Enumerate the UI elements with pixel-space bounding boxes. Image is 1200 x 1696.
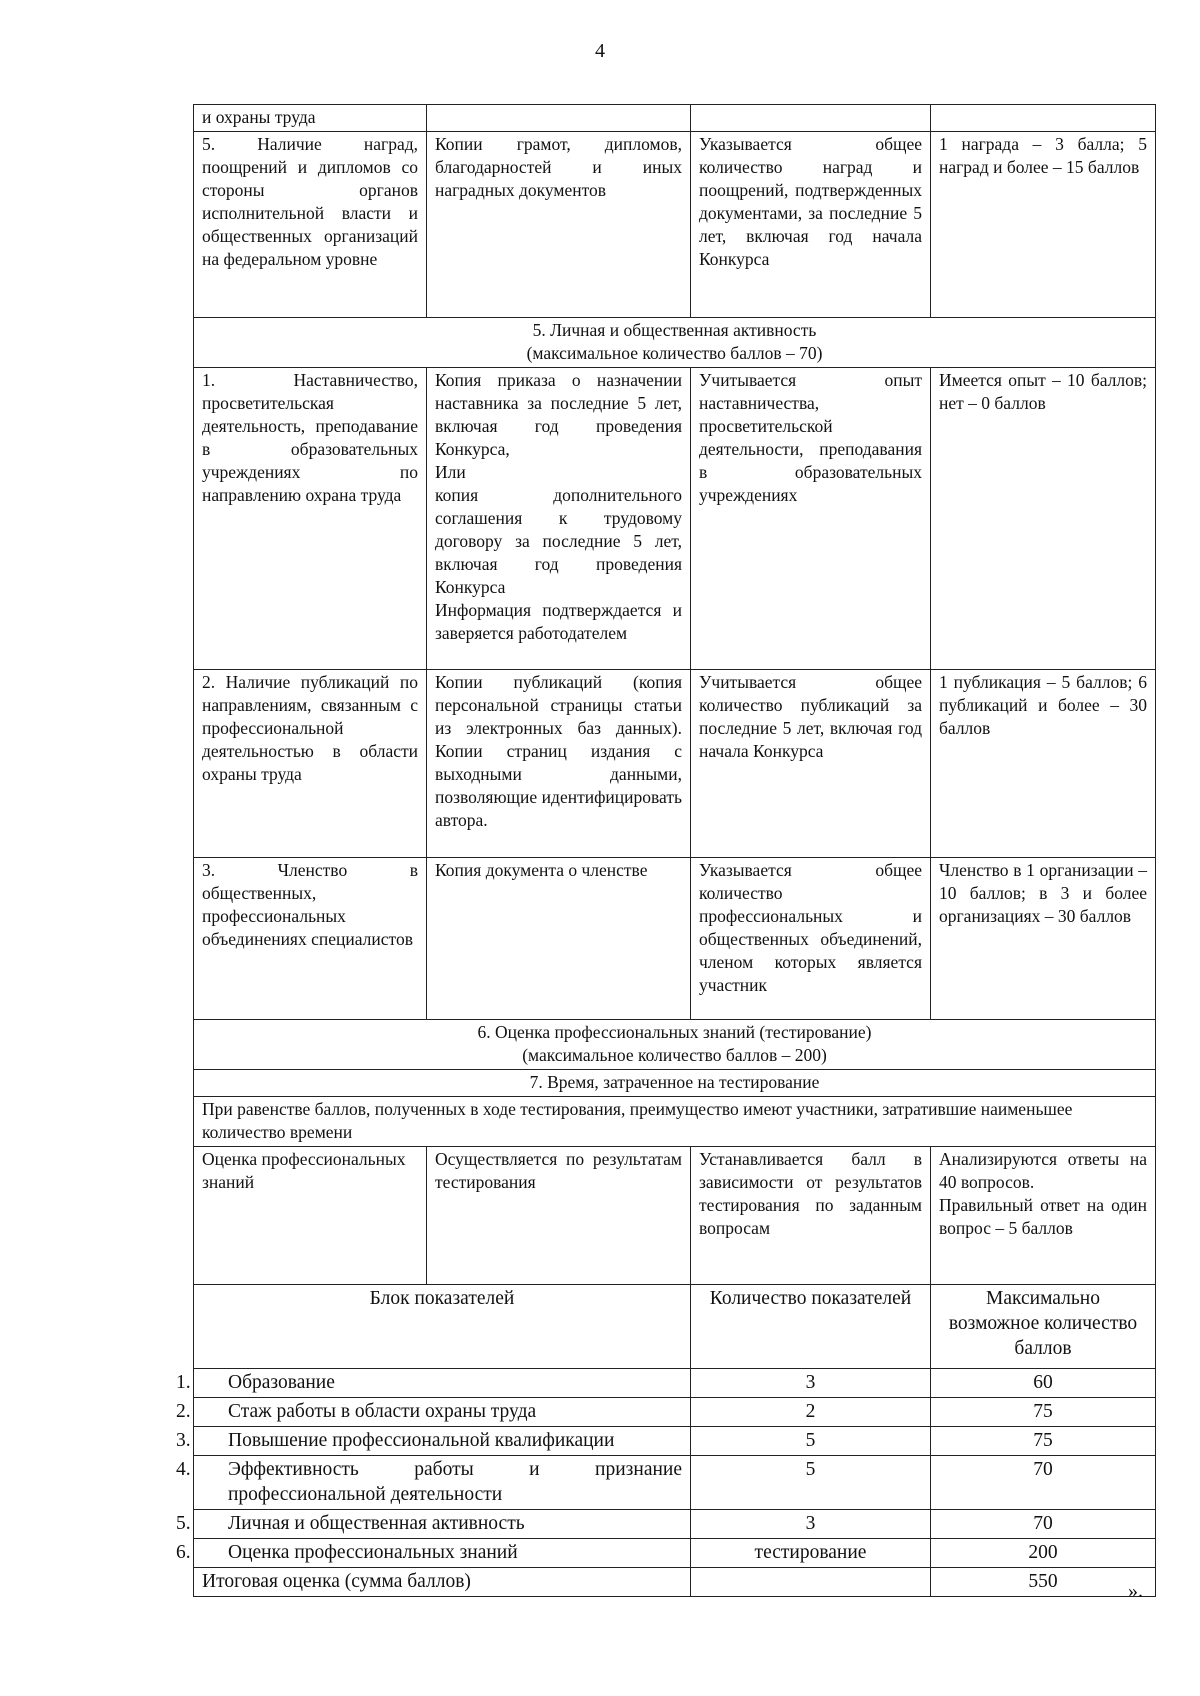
section-header-row — [194, 1020, 1156, 1070]
summary-count: 5 — [691, 1427, 931, 1456]
section-subtitle: (максимальное количество баллов – 70) — [526, 343, 823, 363]
method-cell: Учитывается общее количество публикаций за последние 5 лет, включая год начала Конкурса — [691, 670, 931, 858]
summary-row — [194, 1398, 1156, 1427]
summary-num: 2. — [176, 1401, 191, 1422]
summary-label-cell — [176, 1510, 691, 1539]
method-cell: Указывается общее количество профессиональных и общественных объединений, членом которых является участник — [691, 858, 931, 1020]
empty-cell — [691, 105, 931, 132]
criteria-table — [176, 104, 1156, 1597]
section-title: 7. Время, затраченное на тестирование — [194, 1070, 1156, 1097]
documents-text: копия дополнительного соглашения к трудовому договору за последние 5 лет, включая год проведения Конкурса — [435, 485, 682, 597]
empty-cell — [427, 105, 691, 132]
documents-cell — [427, 368, 691, 670]
method-cell: Указывается общее количество наград и поощрений, подтвержденных документами, за последние 5 лет, включая год начала Конкурса — [691, 132, 931, 318]
summary-count: тестирование — [691, 1539, 931, 1568]
scoring-cell: 1 публикация – 5 баллов; 6 публикаций и более – 30 баллов — [931, 670, 1156, 858]
rule-row — [194, 1097, 1156, 1147]
summary-label: Повышение профессиональной квалификации — [228, 1430, 615, 1451]
continuation-row — [194, 105, 1156, 132]
section-header-cell — [194, 318, 1156, 368]
section-header-cell — [194, 1020, 1156, 1070]
documents-note: Информация подтверждается и заверяется работодателем — [435, 600, 682, 643]
summary-total-row — [194, 1568, 1156, 1597]
summary-label-cell — [176, 1398, 691, 1427]
summary-label: Образование — [228, 1372, 335, 1393]
summary-label-cell — [176, 1427, 691, 1456]
scoring-text: Правильный ответ на один вопрос – 5 баллов — [939, 1195, 1147, 1238]
summary-header-row — [194, 1285, 1156, 1369]
summary-total-count — [691, 1568, 931, 1597]
summary-label: Стаж работы в области охраны труда — [228, 1401, 537, 1422]
section-title: 6. Оценка профессиональных знаний (тестирование) — [477, 1022, 872, 1042]
summary-label: Оценка профессиональных знаний — [228, 1542, 518, 1563]
documents-cell: Копии публикаций (копия персональной страницы статьи из электронных баз данных). Копии страниц издания с выходными данными, позволяющие идентифицировать автора. — [427, 670, 691, 858]
summary-count: 5 — [691, 1456, 931, 1510]
table-row — [194, 1147, 1156, 1285]
summary-max: 75 — [931, 1427, 1156, 1456]
summary-row — [194, 1456, 1156, 1510]
continued-criterion-cell: и охраны труда — [194, 105, 427, 132]
summary-row — [194, 1510, 1156, 1539]
summary-count: 3 — [691, 1369, 931, 1398]
table-row — [194, 132, 1156, 318]
section-title: 5. Личная и общественная активность — [532, 320, 817, 340]
section-subtitle: (максимальное количество баллов – 200) — [522, 1045, 827, 1065]
table-row — [194, 368, 1156, 670]
documents-cell: Осуществляется по результатам тестирования — [427, 1147, 691, 1285]
summary-label-cell — [176, 1539, 691, 1568]
documents-cell: Копия документа о членстве — [427, 858, 691, 1020]
closing-quote-mark: ». — [1128, 1580, 1143, 1602]
summary-label: Личная и общественная активность — [228, 1513, 525, 1534]
section-header-row — [194, 1070, 1156, 1097]
documents-text: Копия приказа о назначении наставника за последние 5 лет, включая год проведения Конкурса, — [435, 370, 682, 459]
criterion-cell: 1. Наставничество, просветительская деятельность, преподавание в образовательных учреждениях по направлению охрана труда — [194, 368, 427, 670]
criterion-cell: 2. Наличие публикаций по направлениям, связанным с профессиональной деятельностью в области охраны труда — [194, 670, 427, 858]
summary-label: Эффективность работы и признание профессиональной деятельности — [228, 1459, 682, 1505]
criterion-cell: Оценка профессиональных знаний — [194, 1147, 427, 1285]
scoring-cell: 1 награда – 3 балла; 5 наград и более – 15 баллов — [931, 132, 1156, 318]
summary-row — [194, 1539, 1156, 1568]
summary-max: 70 — [931, 1510, 1156, 1539]
summary-header-count: Количество показателей — [691, 1285, 931, 1369]
summary-num: 1. — [176, 1372, 191, 1393]
criterion-cell: 3. Членство в общественных, профессиональных объединениях специалистов — [194, 858, 427, 1020]
summary-count: 2 — [691, 1398, 931, 1427]
summary-count: 3 — [691, 1510, 931, 1539]
summary-num: 4. — [176, 1459, 191, 1480]
summary-header-max: Максимально возможное количество баллов — [931, 1285, 1156, 1369]
summary-num: 5. — [176, 1513, 191, 1534]
empty-cell — [931, 105, 1156, 132]
summary-label-cell — [176, 1456, 691, 1510]
scoring-cell: Членство в 1 организации – 10 баллов; в 3 и более организациях – 30 баллов — [931, 858, 1156, 1020]
documents-or: Или — [435, 462, 466, 482]
scoring-cell — [931, 1147, 1156, 1285]
summary-label-cell — [176, 1369, 691, 1398]
documents-cell: Копии грамот, дипломов, благодарностей и иных наградных документов — [427, 132, 691, 318]
scoring-text: Анализируются ответы на 40 вопросов. — [939, 1149, 1147, 1192]
summary-max: 70 — [931, 1456, 1156, 1510]
summary-num: 6. — [176, 1542, 191, 1563]
table-row — [194, 858, 1156, 1020]
summary-num: 3. — [176, 1430, 191, 1451]
summary-max: 60 — [931, 1369, 1156, 1398]
summary-max: 75 — [931, 1398, 1156, 1427]
summary-row — [194, 1369, 1156, 1398]
method-cell: Устанавливается балл в зависимости от результатов тестирования по заданным вопросам — [691, 1147, 931, 1285]
table-row — [194, 670, 1156, 858]
summary-header-block: Блок показателей — [194, 1285, 691, 1369]
method-cell: Учитывается опыт наставничества, просветительской деятельности, преподавания в образовательных учреждениях — [691, 368, 931, 670]
page-number: 4 — [595, 40, 605, 62]
summary-total-label: Итоговая оценка (сумма баллов) — [194, 1568, 691, 1597]
criterion-cell: 5. Наличие наград, поощрений и дипломов со стороны органов исполнительной власти и общественных организаций на федеральном уровне — [194, 132, 427, 318]
tie-rule-text: При равенстве баллов, полученных в ходе тестирования, преимущество имеют участники, затратившие наименьшее количество времени — [194, 1097, 1156, 1147]
section-header-row — [194, 318, 1156, 368]
scoring-cell: Имеется опыт – 10 баллов; нет – 0 баллов — [931, 368, 1156, 670]
summary-max: 200 — [931, 1539, 1156, 1568]
summary-total-max: 550 — [931, 1568, 1156, 1597]
summary-row — [194, 1427, 1156, 1456]
